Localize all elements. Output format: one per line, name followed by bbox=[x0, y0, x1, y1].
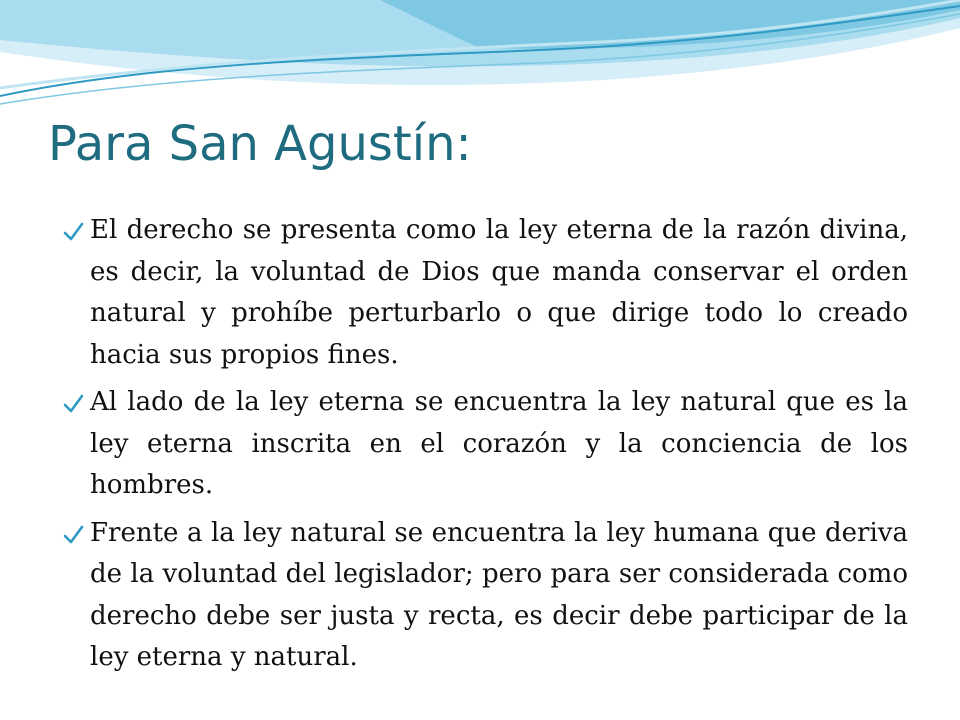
bullet-list bbox=[62, 210, 908, 685]
bullet-text: Al lado de la ley eterna se encuentra la ley natural que es la ley eterna inscrita en el corazón y la conciencia de los hombres. bbox=[90, 387, 908, 500]
checkmark-icon bbox=[62, 221, 84, 243]
header-wave-decoration bbox=[0, 0, 960, 120]
bullet-item bbox=[62, 210, 908, 376]
checkmark-icon bbox=[62, 393, 84, 415]
bullet-text: Frente a la ley natural se encuentra la ley humana que deriva de la voluntad del legislador; pero para ser considerada como derecho debe ser justa y recta, es decir debe participar de la ley eterna y natural. bbox=[90, 517, 908, 672]
bullet-item bbox=[62, 513, 908, 679]
bullet-item bbox=[62, 382, 908, 507]
slide-title: Para San Agustín: bbox=[48, 116, 472, 172]
bullet-text: El derecho se presenta como la ley eterna de la razón divina, es decir, la voluntad de Dios que manda conservar el orden natural y prohíbe perturbarlo o que dirige todo lo creado hacia sus propios fines. bbox=[90, 215, 908, 370]
checkmark-icon bbox=[62, 524, 84, 546]
